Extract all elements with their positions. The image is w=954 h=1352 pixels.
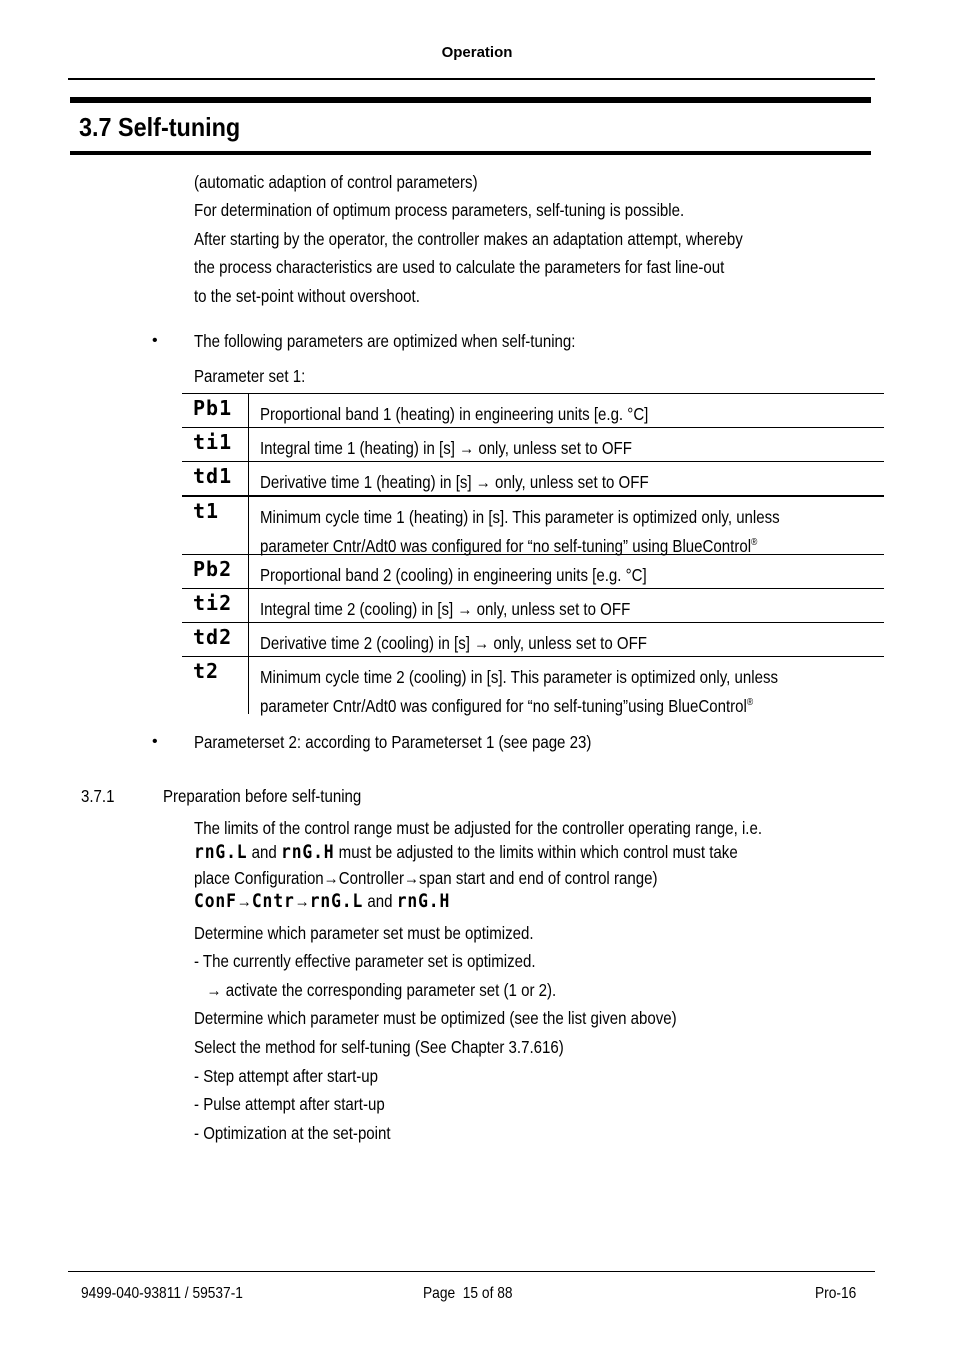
prep-line [194, 890, 450, 912]
subsection-number: 3.7.1 [81, 786, 115, 806]
param-code: Pb1 [193, 396, 233, 420]
table-row [182, 554, 884, 589]
arrow: → [236, 891, 252, 911]
table-row [182, 656, 884, 715]
code-rngl: rnG.L [309, 890, 364, 912]
prep-line: The limits of the control range must be adjusted for the controller operating range, i.e. [194, 818, 763, 838]
param-desc: Proportional band 1 (heating) in engineering units [e.g. °C] [260, 404, 649, 424]
param-desc: Derivative time 1 (heating) in [s] → only, unless set to OFF [260, 472, 649, 492]
prep-line: place Configuration→Controller→span start and end of control range) [194, 868, 658, 888]
param-desc: Integral time 1 (heating) in [s] → only, unless set to OFF [260, 438, 632, 458]
section-title: 3.7 Self-tuning [79, 112, 241, 142]
section-top-rule [70, 97, 871, 103]
prep-line: Determine which parameter must be optimized (see the list given above) [194, 1008, 677, 1028]
footer-page-number: Page 15 of 88 [423, 1285, 513, 1302]
intro-line: (automatic adaption of control parameters) [194, 172, 478, 192]
param-code: td1 [193, 464, 233, 488]
arrow: → [294, 891, 310, 911]
footer-doc-number: 9499-040-93811 / 59537-1 [81, 1285, 243, 1302]
bullet-marker: • [152, 332, 158, 349]
prep-line: - Step attempt after start-up [194, 1066, 379, 1086]
table-row [182, 495, 884, 555]
code-rngl: rnG.L [194, 841, 248, 863]
registered-mark: ® [746, 697, 754, 708]
code-rngh: rnG.H [280, 841, 335, 863]
prep-line: Select the method for self-tuning (See Chapter 3.7.616) [194, 1037, 564, 1057]
param-code: t1 [193, 499, 220, 523]
code-conf: ConF [194, 890, 237, 912]
param-desc-line2: parameter Cntr/Adt0 was configured for “no self-tuning”using BlueControl [260, 695, 747, 716]
param-code: ti2 [193, 591, 233, 615]
table-row [182, 393, 884, 428]
table-row [182, 588, 884, 623]
prep-line: → activate the corresponding parameter set (1 or 2). [194, 980, 557, 1000]
intro-line: to the set-point without overshoot. [194, 286, 420, 306]
and-text: and [251, 842, 277, 862]
param-desc [260, 505, 780, 559]
table-row [182, 427, 884, 462]
footer-rule [68, 1271, 875, 1272]
param-code: ti1 [193, 430, 233, 454]
registered-mark: ® [751, 537, 758, 548]
param-code: t2 [193, 659, 220, 683]
subsection-title: Preparation before self-tuning [163, 786, 362, 806]
page-header-title: Operation [441, 44, 513, 61]
prep-line: Determine which parameter set must be optimized. [194, 923, 534, 943]
section-bottom-rule [70, 151, 871, 155]
bullet-text: Parameterset 2: according to Parameterset 1 (see page 23) [194, 732, 592, 752]
code-rngh: rnG.H [396, 890, 451, 912]
table-row [182, 622, 884, 657]
footer-product: Pro-16 [815, 1285, 857, 1302]
prep-line-rest: must be adjusted to the limits within which control must take [338, 842, 738, 862]
table-column-divider [248, 394, 249, 714]
bullet-text: The following parameters are optimized when self-tuning: [194, 331, 576, 351]
param-desc: Proportional band 2 (cooling) in engineering units [e.g. °C] [260, 565, 647, 585]
param-desc [260, 665, 778, 719]
intro-line: the process characteristics are used to calculate the parameters for fast line-out [194, 257, 725, 277]
prep-line: - Pulse attempt after start-up [194, 1094, 385, 1114]
prep-line [194, 841, 738, 863]
prep-line: - The currently effective parameter set is optimized. [194, 951, 536, 971]
code-cntr: Cntr [251, 890, 295, 912]
intro-line: For determination of optimum process parameters, self-tuning is possible. [194, 200, 685, 220]
param-code: Pb2 [193, 557, 233, 581]
intro-line: After starting by the operator, the controller makes an adaptation attempt, whereby [194, 229, 743, 249]
header-rule [68, 78, 875, 80]
param-desc: Integral time 2 (cooling) in [s] → only, unless set to OFF [260, 599, 631, 619]
param-desc-line1: Minimum cycle time 2 (cooling) in [s]. This parameter is optimized only, unless [260, 667, 779, 687]
param-desc-line2: parameter Cntr/Adt0 was configured for “no self-tuning” using BlueControl [260, 535, 752, 556]
param-desc-line1: Minimum cycle time 1 (heating) in [s]. This parameter is optimized only, unless [260, 507, 780, 527]
and-text: and [367, 891, 393, 911]
table-row [182, 461, 884, 496]
bullet-marker: • [152, 733, 158, 750]
param-code: td2 [193, 625, 233, 649]
prep-line: - Optimization at the set-point [194, 1123, 391, 1143]
paramset-label: Parameter set 1: [194, 366, 306, 386]
param-desc: Derivative time 2 (cooling) in [s] → only, unless set to OFF [260, 633, 647, 653]
